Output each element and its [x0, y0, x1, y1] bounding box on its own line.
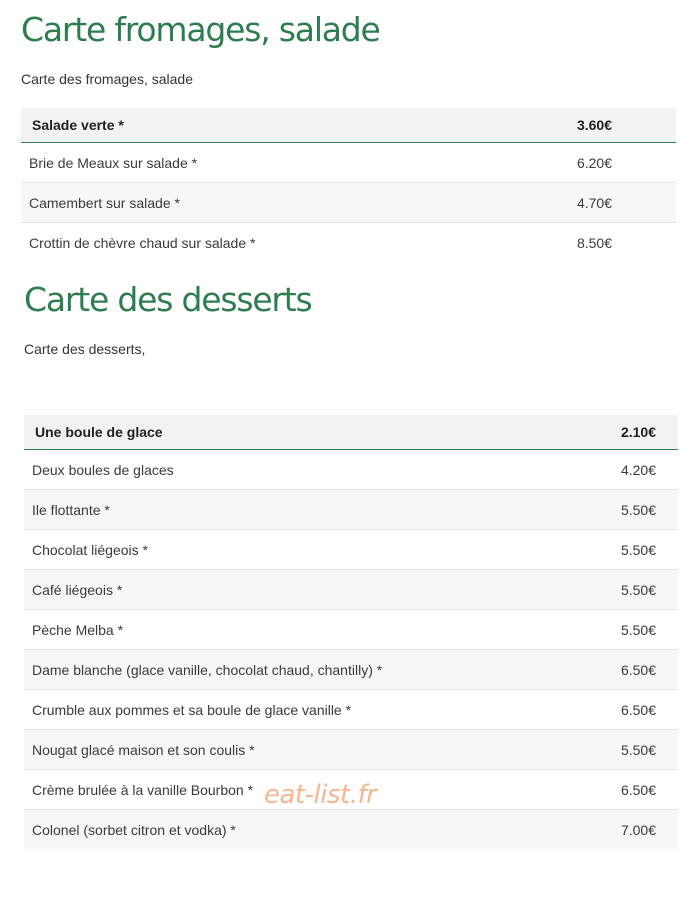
table-row	[24, 610, 678, 650]
item-name: Crumble aux pommes et sa boule de glace vanille *	[24, 690, 576, 730]
table-row	[24, 810, 678, 850]
item-name: Crottin de chèvre chaud sur salade *	[29, 234, 256, 251]
item-price: 6.50€	[576, 690, 678, 730]
table-row	[21, 143, 676, 183]
table-row	[21, 223, 676, 263]
item-name: Pèche Melba *	[24, 610, 576, 650]
watermark: eat-list.fr	[264, 780, 377, 810]
item-name: Nougat glacé maison et son coulis *	[24, 730, 576, 770]
item-name: Dame blanche (glace vanille, chocolat chaud, chantilly) *	[24, 650, 576, 690]
item-name: Camembert sur salade *	[21, 183, 488, 223]
item-price: 5.50€	[576, 570, 678, 610]
item-name: Une boule de glace	[24, 415, 576, 450]
item-price: 4.20€	[576, 450, 678, 490]
item-name: Salade verte *	[21, 108, 488, 143]
table-row	[21, 183, 676, 223]
table-row	[24, 650, 678, 690]
item-price: 3.60€	[488, 108, 676, 143]
item-name: Café liégeois *	[24, 570, 576, 610]
item-price: 6.50€	[576, 770, 678, 810]
fromages-price-table	[21, 108, 676, 262]
item-name: Chocolat liégeois *	[24, 530, 576, 570]
item-name: Deux boules de glaces	[24, 450, 576, 490]
item-price: 5.50€	[576, 730, 678, 770]
table-row	[24, 730, 678, 770]
table-row	[24, 450, 678, 490]
fromages-description: Carte des fromages, salade	[21, 71, 193, 87]
item-price: 5.50€	[576, 610, 678, 650]
item-price: 2.10€	[576, 415, 678, 450]
item-price: 5.50€	[576, 530, 678, 570]
desserts-table-header	[24, 415, 678, 450]
item-name: Colonel (sorbet citron et vodka) *	[24, 810, 576, 850]
item-price: 7.00€	[576, 810, 678, 850]
item-price: 6.50€	[576, 650, 678, 690]
fromages-table-header	[21, 108, 676, 143]
table-row	[24, 690, 678, 730]
table-row	[24, 490, 678, 530]
item-name: Ile flottante *	[24, 490, 576, 530]
fromages-title: Carte fromages, salade	[21, 10, 380, 49]
item-name: Brie de Meaux sur salade *	[21, 143, 488, 183]
item-price: 5.50€	[576, 490, 678, 530]
desserts-title: Carte des desserts	[24, 280, 312, 319]
desserts-description: Carte des desserts,	[24, 341, 146, 357]
table-row	[24, 530, 678, 570]
item-price: 8.50€	[576, 234, 612, 251]
item-price: 6.20€	[488, 143, 676, 183]
item-price: 4.70€	[488, 183, 676, 223]
item-name: Crème brulée à la vanille Bourbon *	[24, 770, 576, 810]
table-row	[24, 570, 678, 610]
